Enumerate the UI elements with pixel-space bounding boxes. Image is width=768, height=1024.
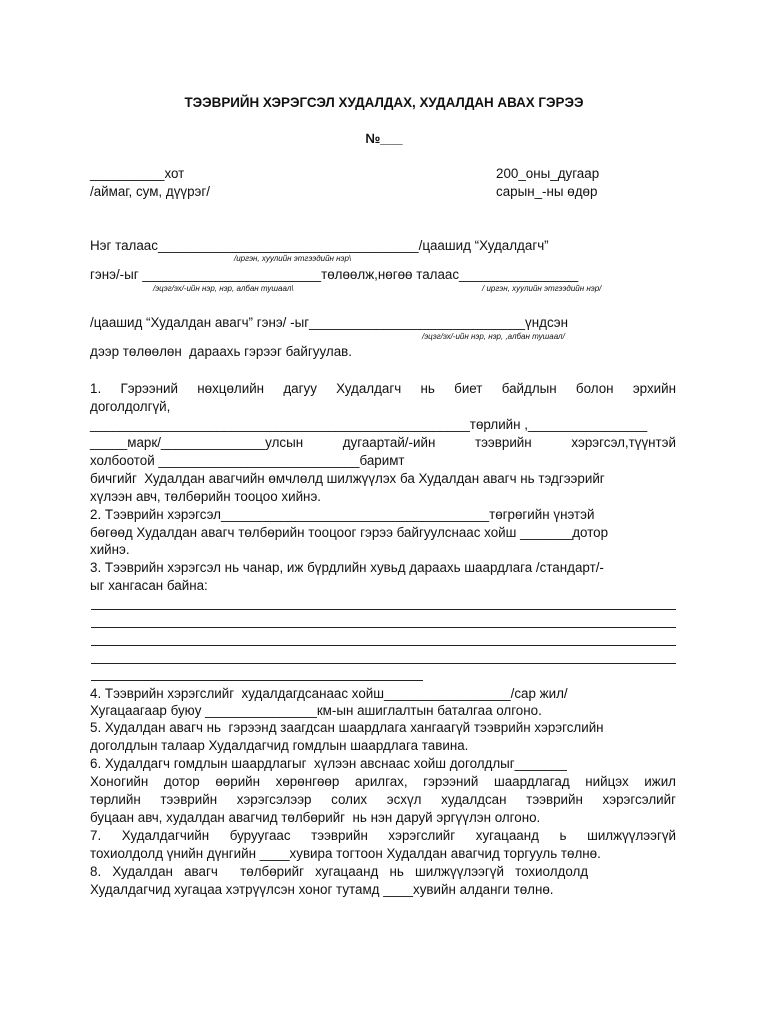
clause-1-line-5: холбоотой ___________________________баримт bbox=[90, 453, 405, 468]
clause-2-line-2: бөгөөд Худалдан авагч төлбөрийн тооцоог гэрээ байгуулснаас хойш _______дотор bbox=[90, 525, 609, 540]
clause-6-line-2: Хоногийн дотор өөрийн хөрөнгөөр арилгах, гэрээний шаардлагад нийцэх ижил bbox=[90, 774, 676, 789]
clause-6-line-3: төрлийн тээврийн хэрэгсэлээр солих эсхүл худалдсан тээврийн хэрэгсэлийг bbox=[90, 792, 676, 807]
clause-6-line-4: буцаан авч, худалдан авагчид төлбөрийг нь нэн даруй эргүүлэн олгоно. bbox=[90, 810, 541, 825]
parties-line-4: дээр төлөөлөн дараахь гэрээг байгуулав. bbox=[90, 344, 352, 359]
clause-1-line-7: хүлээн авч, төлбөрийн тооцоо хийнэ. bbox=[90, 489, 322, 504]
clause-3-line-1: 3. Тээврийн хэрэгсэл нь чанар, иж бүрдлийн хувьд дараахь шаардлага /стандарт/- bbox=[90, 560, 604, 575]
clause-2-line-1: 2. Тээврийн хэрэгсэл____________________________________төгрөгийн үнэтэй bbox=[90, 507, 595, 522]
document-title: ТЭЭВРИЙН ХЭРЭГСЭЛ ХУДАЛДАХ, ХУДАЛДАН АВАХ ГЭРЭЭ bbox=[184, 95, 584, 110]
date-line: 200_оны_дугаар bbox=[496, 166, 600, 181]
blank-rule-2 bbox=[91, 627, 676, 628]
clause-8-line-1: 8. Худалдан авагч төлбөрийг хугацаанд нь шилжүүлээгүй тохиолдолд bbox=[90, 864, 589, 879]
city-line: __________хот bbox=[90, 166, 185, 181]
date-subline: сарын_-ны өдөр bbox=[496, 184, 598, 199]
parties-note-1: /иргэн, хуулийн этгээдийн нэр\ bbox=[234, 254, 352, 263]
city-subline: /аймаг, сум, дүүрэг/ bbox=[90, 184, 210, 199]
clause-1-line-6: бичгийг Худалдан авагчийн өмчлөлд шилжүүлэх ба Худалдан авагч нь тэдгээрийг bbox=[90, 471, 605, 486]
clause-8-line-2: Худалдагчид хугацаа хэтрүүлсэн хоног тутамд ____хувийн алданги төлнө. bbox=[90, 882, 554, 897]
clause-1-line-1: 1. Гэрээний нөхцөлийн дагуу Худалдагч нь биет байдлын болон эрхийн bbox=[90, 381, 676, 396]
clause-6-line-1: 6. Худалдагч гомдлын шаардлагыг хүлээн авснаас хойш доголдлыг_______ bbox=[90, 756, 567, 771]
parties-note-2b: / иргэн, хуулийн этгээдийн нэр/ bbox=[482, 284, 602, 293]
parties-line-1: Нэг талаас___________________________________/цаашид “Худалдагч” bbox=[90, 238, 549, 253]
clause-3-line-2: ыг хангасан байна: bbox=[90, 578, 208, 593]
clause-1-line-2: доголдолгүй, bbox=[90, 399, 171, 414]
clause-7-line-1: 7. Худалдагчийн буруугаас тээврийн хэрэгслийг хугацаанд ь шилжүүлээгүй bbox=[90, 828, 676, 843]
clause-2-line-3: хийнэ. bbox=[90, 542, 130, 557]
blank-rule-4 bbox=[91, 663, 676, 664]
parties-note-2a: /эцэг/эх/-ийн нэр, нэр, албан тушаал\ bbox=[153, 284, 294, 293]
clause-5-line-2: доголдлын талаар Худалдагчид гомдлын шаардлага тавина. bbox=[90, 738, 469, 753]
clause-7-line-2: тохиолдолд үнийн дүнгийн ____хувира тогтоон Худалдан авагчид торгууль төлнө. bbox=[90, 846, 601, 861]
contract-number: №___ bbox=[365, 131, 403, 146]
blank-rule-5 bbox=[91, 680, 423, 681]
blank-rule-1 bbox=[91, 609, 676, 610]
parties-line-3: /цаашид “Худалдан авагч” гэнэ/ -ыг_____________________________үндсэн bbox=[90, 315, 569, 330]
parties-line-2: гэнэ/-ыг ________________________төлөөлж,нөгөө талаас________________ bbox=[90, 267, 579, 282]
clause-4-line-2: Хугацаагаар буюу _______________км-ын ашиглалтын баталгаа олгоно. bbox=[90, 703, 542, 718]
clause-5-line-1: 5. Худалдан авагч нь гэрээнд заагдсан шаардлага хангаагүй тээврийн хэрэгслийн bbox=[90, 720, 604, 735]
clause-4-line-1: 4. Тээврийн хэрэгслийг худалдагдсанаас хойш_________________/сар жил/ bbox=[90, 686, 568, 701]
parties-note-3: /эцэг/эх/-ийн нэр, нэр, ,албан тушаал/ bbox=[422, 332, 565, 341]
clause-1-line-3: ___________________________________________________төрлийн ,________________ bbox=[90, 417, 648, 432]
blank-rule-3 bbox=[91, 645, 676, 646]
clause-1-line-4: _____марк/______________улсын дугаартай/-ийн тээврийн хэрэгсэл,түүнтэй bbox=[90, 435, 676, 450]
